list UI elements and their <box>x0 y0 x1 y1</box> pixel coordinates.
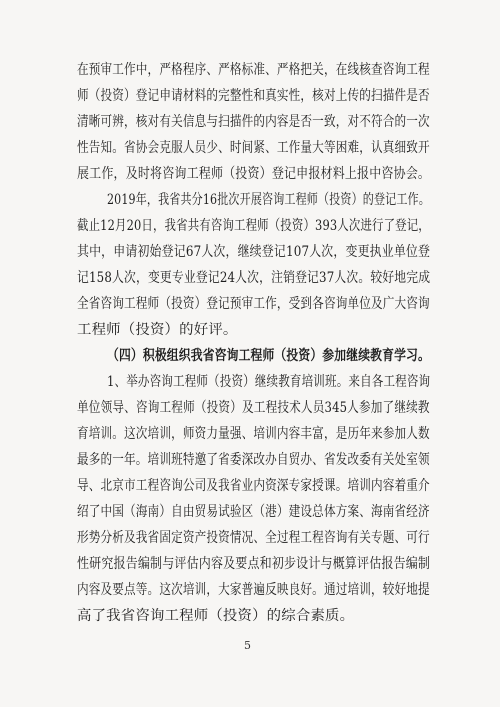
text-line: 其中，申请初始登记67人次，继续登记107人次，变更执业单位登 <box>77 244 431 260</box>
text-line: 最多的一年。培训班特邀了省委深改办自贸办、省发改委有关处室领 <box>77 452 430 468</box>
text-line: 性研究报告编制与评估内容及要点和初步设计与概算评估报告编制 <box>77 556 431 572</box>
text-line: 高了我省咨询工程师（投资）的综合素质。 <box>77 608 355 624</box>
text-line: 展工作，及时将咨询工程师（投资）登记申报材料上报中咨协会。 <box>77 166 431 182</box>
text-line: 师（投资）登记申请材料的完整性和真实性，核对上传的扫描件是否 <box>77 88 430 104</box>
page-number: 5 <box>244 639 251 652</box>
text-line: 导、北京市工程咨询公司及我省业内资深专家授课。培训内容着重介 <box>77 478 430 494</box>
text-line: 截止12月20日，我省共有咨询工程师（投资）393人次进行了登记， <box>77 218 430 234</box>
text-line: 清晰可辨，核对有关信息与扫描件的内容是否一致，对不符合的一次 <box>77 114 430 130</box>
text-line: 单位领导、咨询工程师（投资）及工程技术人员345人参加了继续教 <box>77 400 430 416</box>
text-line: 在预审工作中，严格程序、严格标准、严格把关，在线核查咨询工程 <box>77 62 430 78</box>
text-line: 记158人次，变更专业登记24人次，注销登记37人次。较好地完成 <box>77 270 431 286</box>
section-heading: （四）积极组织我省咨询工程师（投资）参加继续教育学习。 <box>107 347 430 364</box>
text-line: 性告知。省协会克服人员少、时间紧、工作量大等困难，认真细致开 <box>77 140 430 156</box>
text-line: 绍了中国（海南）自由贸易试验区（港）建设总体方案、海南省经济 <box>77 504 430 520</box>
paragraph-start-line: 2019年，我省共分16批次开展咨询工程师（投资）的登记工作。 <box>107 192 430 208</box>
text-line: 形势分析及我省固定资产投资情况、全过程工程咨询有关专题、可行 <box>77 530 430 546</box>
text-line: 全省咨询工程师（投资）登记预审工作，受到各咨询单位及广大咨询 <box>77 296 430 312</box>
text-line: 育培训。这次培训，师资力量强、培训内容丰富，是历年来参加人数 <box>77 426 430 442</box>
text-line: 内容及要点等。这次培训，大家普遍反映良好。通过培训，较好地提 <box>77 582 430 598</box>
text-line: 工程师（投资）的好评。 <box>77 322 238 338</box>
paragraph-start-line: 1、举办咨询工程师（投资）继续教育培训班。来自各工程咨询 <box>107 374 431 390</box>
